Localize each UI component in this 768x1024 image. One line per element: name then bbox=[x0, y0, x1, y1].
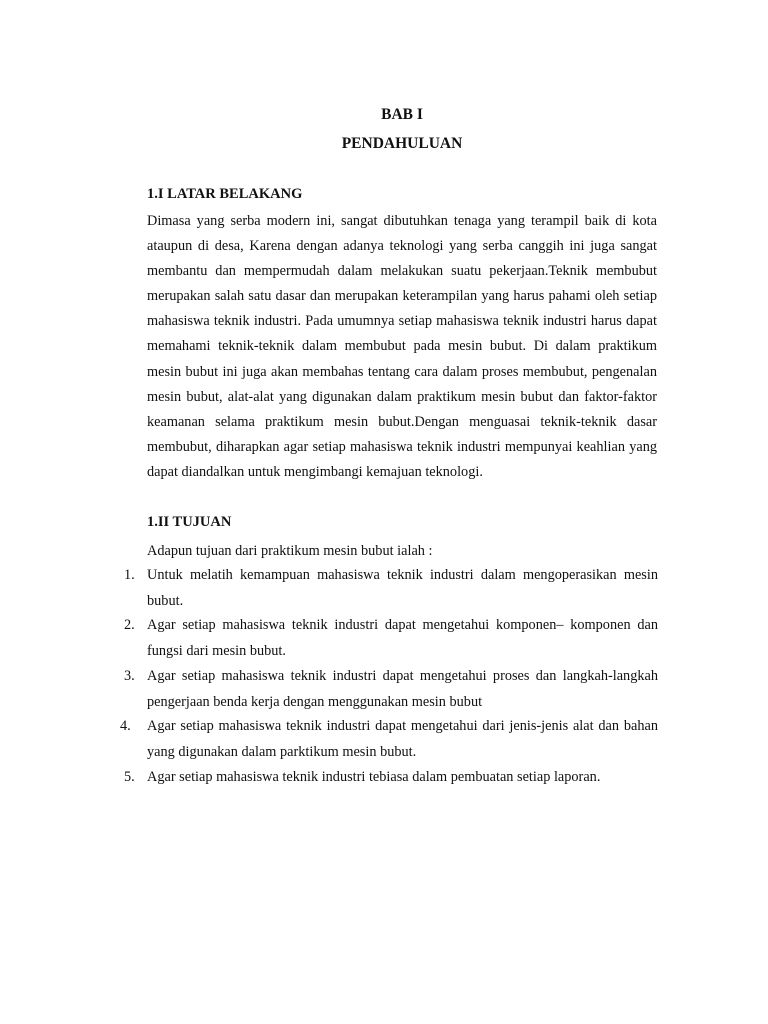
list-item-text: Agar setiap mahasiswa teknik industri tebiasa dalam pembuatan setiap laporan. bbox=[147, 769, 601, 785]
list-item-text: Agar setiap mahasiswa teknik industri dapat mengetahui dari jenis-jenis alat dan bahan yang digunakan dalam parktikum mesin bubut. bbox=[147, 718, 658, 760]
section-heading-tujuan: 1.II TUJUAN bbox=[147, 514, 232, 530]
tujuan-intro: Adapun tujuan dari praktikum mesin bubut ialah : bbox=[147, 543, 433, 559]
list-item-number: 1. bbox=[124, 567, 135, 583]
section-paragraph-latar-belakang: Dimasa yang serba modern ini, sangat dibutuhkan tenaga yang terampil baik di kota ataupun di desa, Karena dengan adanya teknologi yang serba canggih ini juga sangat membantu dan mempermudah dalam melakukan suatu pekerjaan.Teknik membubut merupakan salah satu dasar dan merupakan keterampilan yang harus pahami oleh setiap mahasiswa teknik industri. Pada umumnya setiap mahasiswa teknik industri harus dapat memahami teknik-teknik dalam membubut pada mesin bubut. Di dalam praktikum mesin bubut ini juga akan membahas tentang cara dalam proses membubut, pengenalan mesin bubut, alat-alat yang digunakan dalam praktikum mesin bubut dan faktor-faktor keamanan selama praktikum mesin bubut.Dengan menguasai teknik-teknik dasar membubut, diharapkan agar setiap mahasiswa teknik industri mempunyai keahlian yang dapat diandalkan untuk mengimbangi kemajuan teknologi. bbox=[147, 213, 657, 480]
section-heading-latar-belakang: 1.I LATAR BELAKANG bbox=[147, 186, 303, 202]
chapter-number: BAB I bbox=[381, 106, 423, 123]
list-item-number: 3. bbox=[124, 668, 135, 684]
list-item-text: Untuk melatih kemampuan mahasiswa teknik industri dalam mengoperasikan mesin bubut. bbox=[147, 567, 658, 609]
chapter-title: PENDAHULUAN bbox=[341, 135, 463, 152]
list-item-number: 4. bbox=[120, 718, 131, 734]
list-item-number: 5. bbox=[124, 769, 135, 785]
list-item-text: Agar setiap mahasiswa teknik industri dapat mengetahui proses dan langkah-langkah pengerjaan benda kerja dengan menggunakan mesin bubut bbox=[147, 668, 658, 710]
list-item-text: Agar setiap mahasiswa teknik industri dapat mengetahui komponen– komponen dan fungsi dari mesin bubut. bbox=[147, 617, 658, 659]
list-item-number: 2. bbox=[124, 617, 135, 633]
